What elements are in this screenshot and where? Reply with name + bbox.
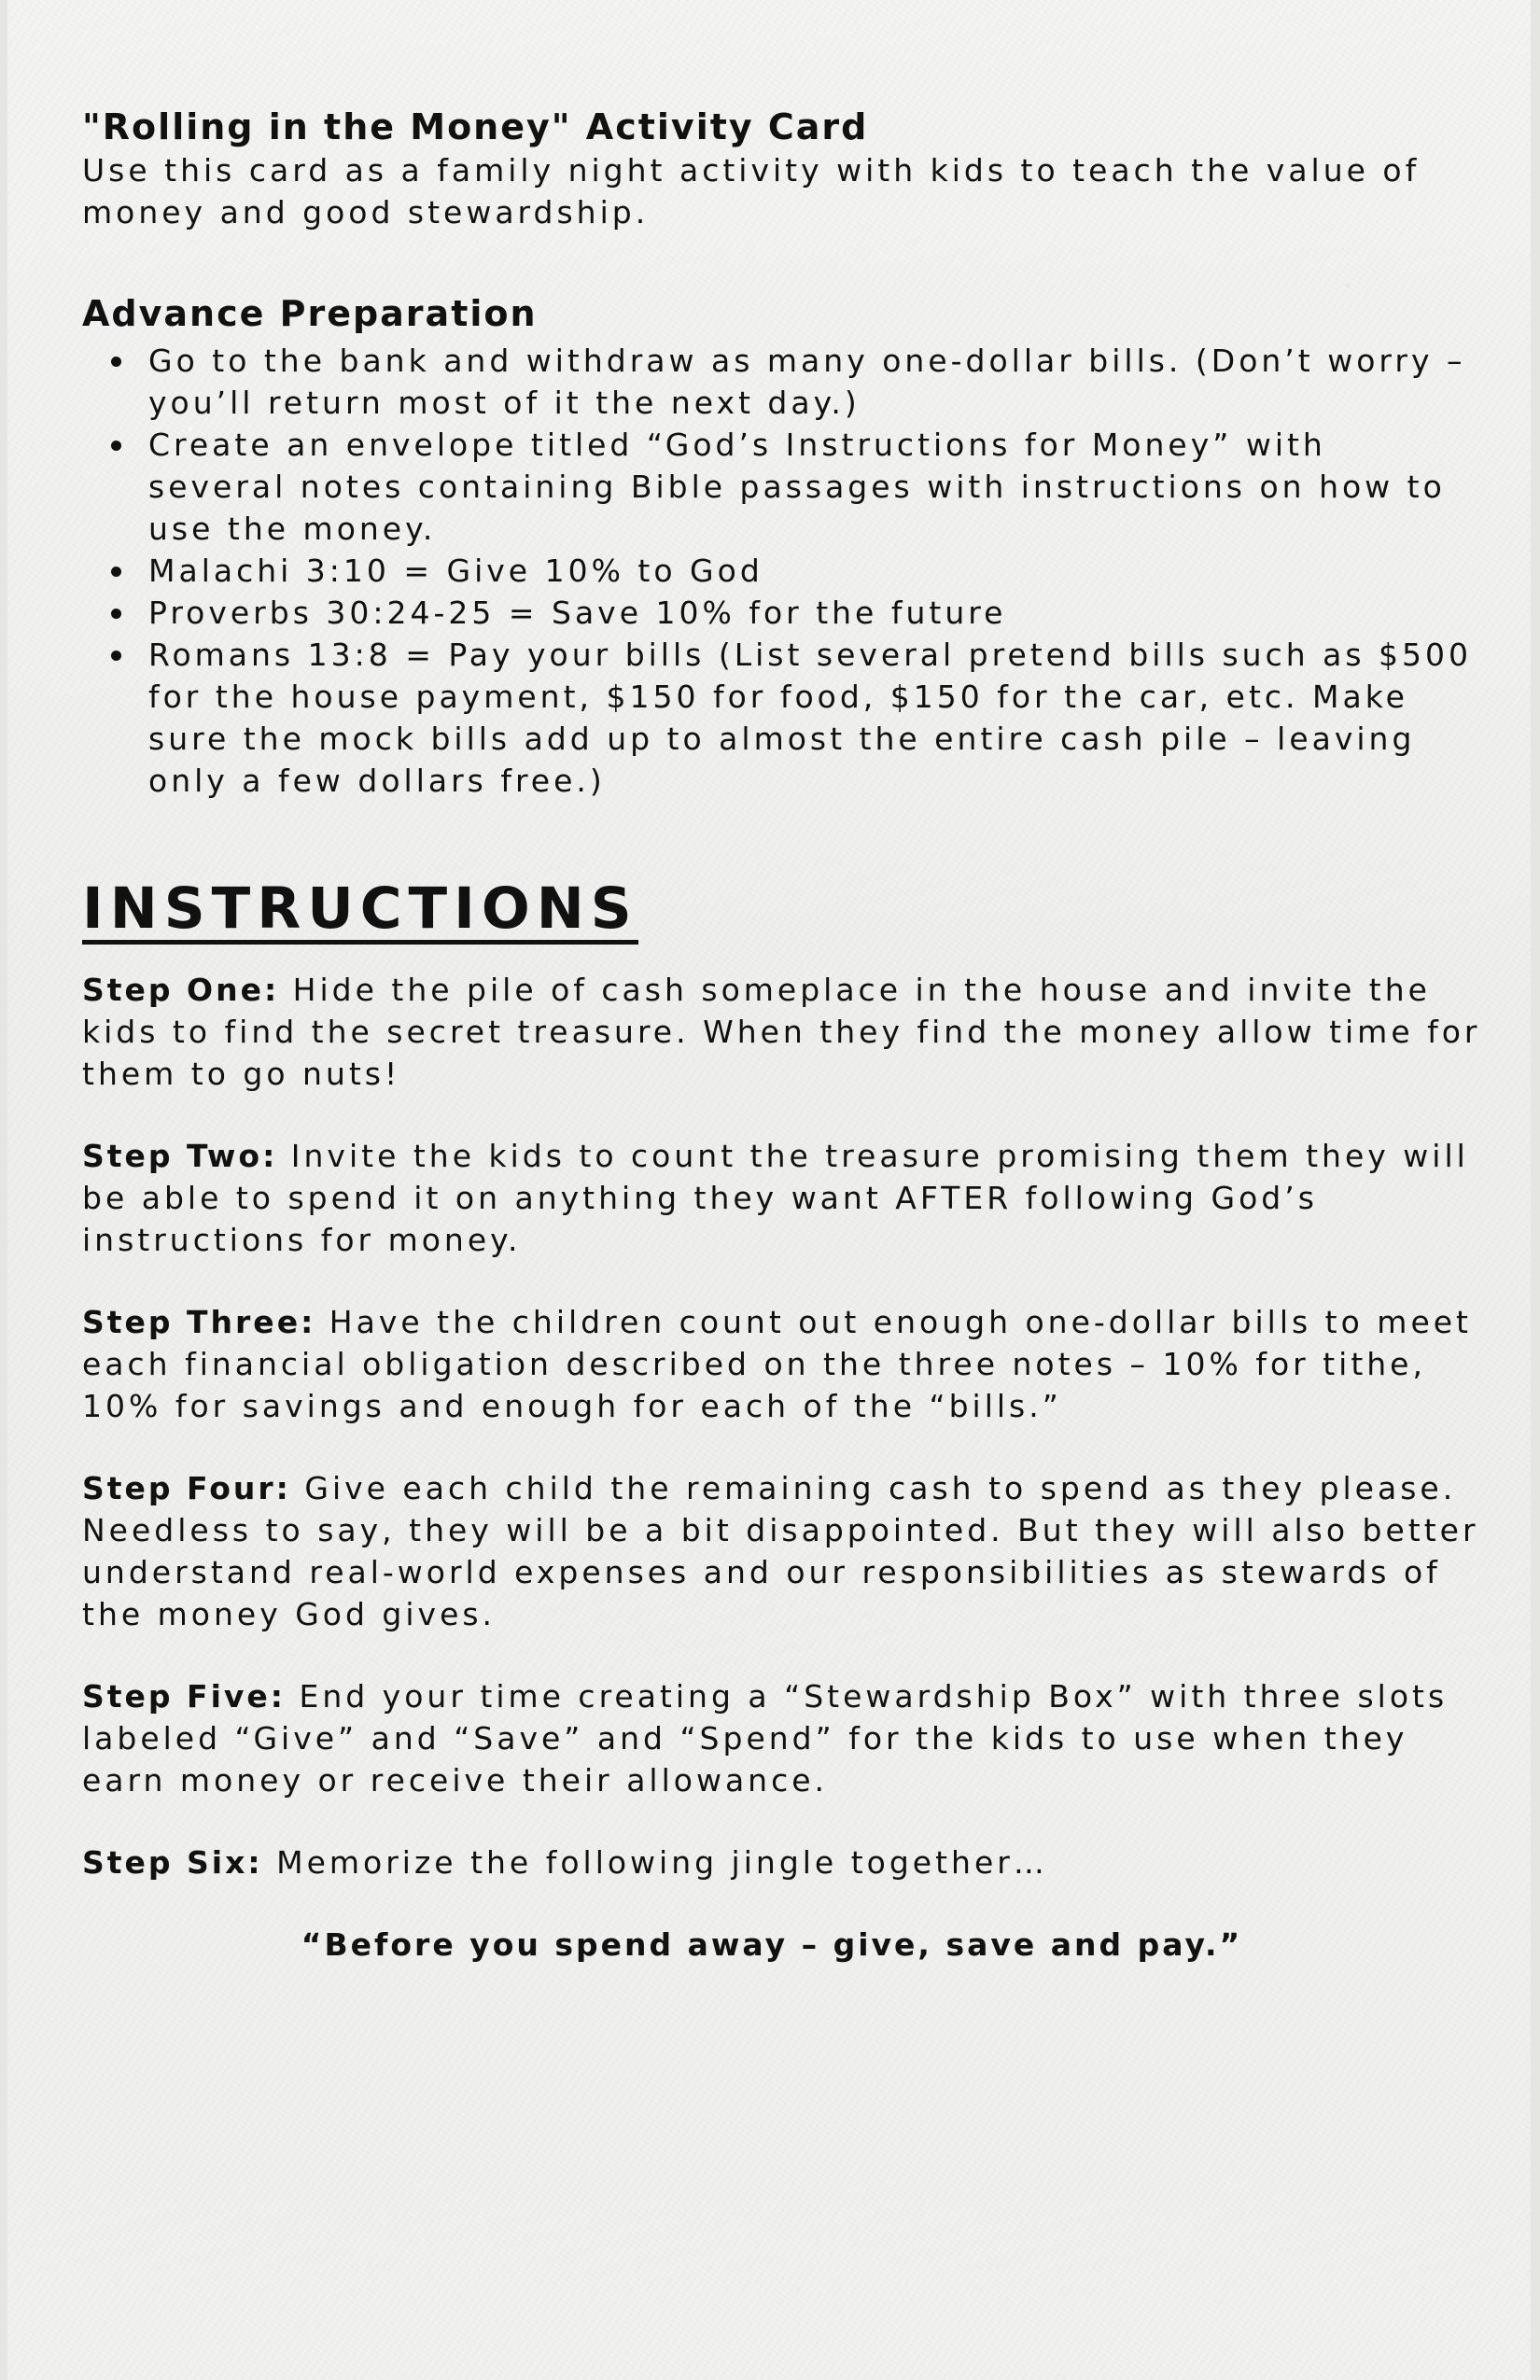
step-four-text: Give each child the remaining cash to spend as they please. Needless to say, they will be a bit disappointed. But they will also better understand real-world expenses and our responsibilities as stewards of the money God gives. (82, 1470, 1479, 1632)
card-content (82, 105, 1481, 1966)
step-three (82, 1301, 1482, 1427)
card-title: "Rolling in the Money" Activity Card (82, 106, 869, 147)
advance-preparation-list (82, 340, 1473, 802)
step-two (82, 1135, 1482, 1261)
step-three-text: Have the children count out enough one-dollar bills to meet each financial obligation described on the three notes – 10% for tithe, 10% for savings and enough for each of the “bills.” (82, 1304, 1472, 1424)
step-four (82, 1467, 1482, 1635)
step-five (82, 1675, 1482, 1801)
step-six-label: Step Six: (82, 1844, 263, 1881)
preparation-item-romans: Romans 13:8 = Pay your bills (List several pretend bills such as $500 for the house payment, $150 for food, $150 for the car, etc. Make sure the mock bills add up to almost the entire cash pile – leaving only a few dollars free.) (148, 634, 1473, 802)
step-two-label: Step Two: (82, 1138, 278, 1174)
advance-preparation-heading: Advance Preparation (82, 293, 538, 334)
step-one (82, 969, 1482, 1095)
step-four-label: Step Four: (82, 1470, 291, 1506)
memory-jingle: “Before you spend away – give, save and pay.” (301, 1926, 1243, 1963)
step-six-text: Memorize the following jingle together… (276, 1844, 1048, 1881)
preparation-item-bank: Go to the bank and withdraw as many one-dollar bills. (Don’t worry – you’ll return most of it the next day.) (148, 340, 1473, 424)
step-five-label: Step Five: (82, 1678, 286, 1715)
step-two-text: Invite the kids to count the treasure promising them they will be able to spend it on anything they want AFTER following God’s instructions for money. (82, 1138, 1469, 1258)
preparation-item-envelope: Create an envelope titled “God’s Instructions for Money” with several notes containing Bible passages with instructions on how to use the money. (148, 424, 1473, 550)
step-three-label: Step Three: (82, 1304, 316, 1340)
step-one-label: Step One: (82, 972, 280, 1008)
card-intro: Use this card as a family night activity with kids to teach the value of money and good stewardship. (82, 152, 1421, 231)
preparation-item-proverbs: Proverbs 30:24-25 = Save 10% for the future (148, 592, 1473, 634)
step-five-text: End your time creating a “Stewardship Box” with three slots labeled “Give” and “Save” and “Spend” for the kids to use when they earn money or receive their allowance. (82, 1678, 1449, 1799)
preparation-item-malachi: Malachi 3:10 = Give 10% to God (148, 550, 1473, 592)
step-one-text: Hide the pile of cash someplace in the house and invite the kids to find the secret treasure. When they find the money allow time for them to go nuts! (82, 972, 1481, 1092)
step-six (82, 1841, 1482, 1883)
instructions-heading: INSTRUCTIONS (82, 878, 638, 945)
